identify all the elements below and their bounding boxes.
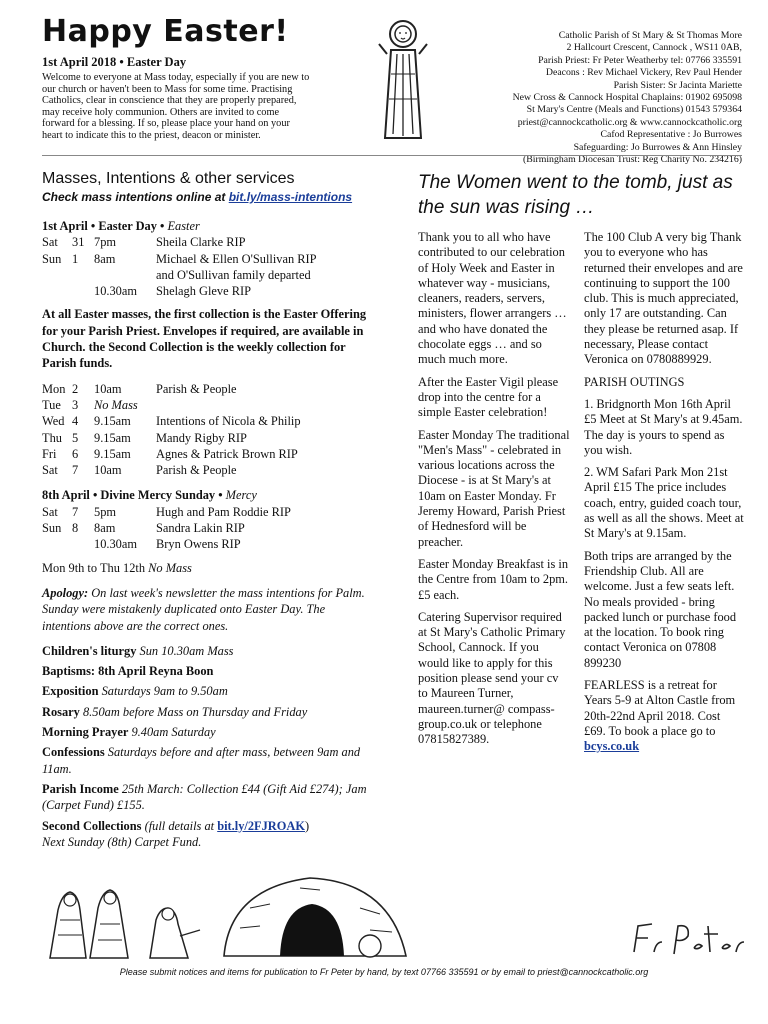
mass-row: [42, 462, 374, 478]
mass-row: [42, 267, 374, 283]
mass-cell-t: 9.15am: [94, 446, 131, 461]
weekday-mass-list: [42, 381, 374, 479]
mass-cell-n: 6: [72, 446, 79, 461]
mass-cell-d: [42, 536, 72, 552]
mass-cell-t: No Mass: [94, 397, 138, 412]
service-info-label: Children's liturgy: [42, 643, 137, 658]
mass-cell-t: 10.30am: [94, 284, 138, 299]
mass-cell-i: Hugh and Pam Roddie RIP: [156, 504, 291, 519]
no-mass-note: [42, 560, 374, 576]
second-collections-close: ): [304, 818, 310, 833]
service-info-text: Saturdays before and after mass, between 9am and 11am.: [42, 745, 361, 776]
mass-cell-t: 5pm: [94, 504, 117, 519]
mass-cell-i: Bryn Owens RIP: [156, 537, 241, 552]
no-mass-italic: No Mass: [148, 560, 192, 575]
service-info-text: 25th March: Collection £44 (Gift Aid £274); Jam (Carpet Fund) £155.: [42, 781, 367, 813]
next-sunday-note: Next Sunday (8th) Carpet Fund.: [42, 834, 202, 849]
mass-intentions-prefix: Check mass intentions online at: [42, 190, 229, 204]
mass-row: [42, 413, 374, 429]
mass-cell-n: 4: [72, 414, 79, 429]
fr-peter-signature: [628, 912, 748, 962]
notices-column-middle: [418, 230, 570, 755]
empty-tomb-illustration: [220, 868, 410, 958]
service-info-label: Confessions: [42, 745, 105, 760]
service-info-list: [42, 643, 374, 814]
parish-line: Safeguarding: Jo Burrowes & Ann Hinsley: [573, 141, 742, 153]
mass-row: [42, 397, 374, 413]
submission-footer: Please submit notices and items for publication to Fr Peter by hand, by text 07766 335591 or by email to priest@cannockcatholic.org: [119, 967, 649, 977]
parish-line: priest@cannockcatholic.org & www.cannockcatholic.org: [517, 116, 742, 128]
masses-column: [42, 218, 374, 850]
mass-cell-i: Mandy Rigby RIP: [156, 430, 247, 445]
mass-cell-t: 8am: [94, 521, 116, 536]
mass-cell-d: Sun: [42, 521, 62, 536]
mass-row: [42, 504, 374, 520]
parish-line: Cafod Representative : Jo Burrowes: [600, 129, 742, 141]
easter-day-heading-italic: Easter: [167, 219, 200, 233]
mass-row: [42, 381, 374, 397]
mass-row: [42, 446, 374, 462]
welcome-text: Welcome to everyone at Mass today, especially if you are new to our church or haven't been to Mass for some time. Practising Catholics, clear in conscience that they are properly prepared, may receive holy communion. Others are invited to come forward for a blessing. If so, please place your hand on your heart to indicate this to the priest, deacon or minister.: [42, 72, 310, 141]
service-info-item: [42, 683, 374, 699]
mercy-sunday-mass-list: [42, 504, 374, 553]
fearless-notice: [584, 678, 744, 754]
mass-cell-t: 9.15am: [94, 430, 131, 445]
second-collections-text: (full details at: [141, 818, 218, 833]
mass-intentions-link[interactable]: bit.ly/mass-intentions: [228, 190, 353, 204]
bridgnorth-outing: 1. Bridgnorth Mon 16th April £5 Meet at St Mary's at 9.45am. The day is yours to spend as you wish.: [584, 396, 743, 457]
mass-cell-d: Sat: [42, 463, 58, 478]
apology-text: On last week's newsletter the mass intentions for Palm. Sunday were mistakenly duplicated onto Easter Day. The intentions above are the correct ones.: [42, 585, 365, 633]
easter-vigil-notice: After the Easter Vigil please drop into the centre for a simple Easter celebration!: [418, 374, 559, 420]
easter-day-heading: [42, 218, 374, 234]
mass-cell-n: [72, 283, 94, 299]
parish-contact-block: [442, 30, 742, 166]
mass-cell-d: Tue: [42, 397, 61, 412]
service-info-text: Saturdays 9am to 9.50am: [98, 684, 228, 699]
service-info-item: [42, 744, 374, 777]
parish-line: New Cross & Cannock Hospital Chaplains: 01902 695098: [512, 92, 742, 104]
masses-heading: Masses, Intentions & other services: [42, 170, 295, 187]
mass-cell-i: Shelagh Gleve RIP: [156, 284, 251, 299]
mass-cell-n: 7: [72, 504, 79, 519]
mass-cell-t: 7pm: [94, 235, 117, 250]
mass-cell-i: and O'Sullivan family departed: [156, 267, 311, 282]
second-collections-link[interactable]: bit.ly/2FJROAK: [217, 818, 305, 833]
parish-line: 2 Hallcourt Crescent, Cannock , WS11 0AB,: [566, 42, 742, 54]
mass-cell-d: Sat: [42, 504, 58, 519]
mercy-sunday-heading-text: 8th April • Divine Mercy Sunday •: [42, 488, 226, 503]
mass-cell-n: [72, 267, 94, 283]
mass-cell-i: [156, 397, 374, 413]
service-info-label: Exposition: [42, 684, 99, 699]
service-info-label: Rosary: [42, 704, 80, 719]
parish-line: Parish Priest: Fr Peter Weatherby tel: 07766 335591: [538, 54, 742, 66]
collection-note: At all Easter masses, the first collection is the Easter Offering for your Parish Priest. Envelopes if required, are available in Church. the Second Collection is the weekly collection for Parish funds.: [42, 307, 367, 371]
mass-cell-n: 5: [72, 430, 79, 445]
mass-row: [42, 283, 374, 299]
easter-mass-list: [42, 234, 374, 299]
service-info-item: [42, 704, 374, 720]
mass-cell-d: Sun: [42, 251, 62, 266]
mass-cell-d: [42, 267, 72, 283]
mass-row: [42, 251, 374, 267]
mass-cell-d: [42, 283, 72, 299]
mass-intentions-note: [42, 190, 352, 204]
mass-row: [42, 536, 374, 552]
mass-cell-n: 8: [72, 521, 79, 536]
mass-cell-t: 10am: [94, 381, 122, 396]
mass-cell-n: [72, 536, 94, 552]
apology-note: [42, 585, 374, 634]
page-title: Happy Easter!: [42, 14, 289, 49]
easter-day-heading-text: 1st April • Easter Day •: [42, 219, 168, 233]
parish-line: Deacons : Rev Michael Vickery, Rev Paul Hender: [545, 67, 742, 79]
mass-cell-i: Parish & People: [156, 381, 237, 396]
friendship-club-notice: Both trips are arranged by the Friendship Club. All are welcome. Just a few seats left. No meals provided - bring packed lunch or purchase food at the location. To book ring contact Veronica on 07808 899230: [584, 548, 737, 670]
mercy-sunday-heading-italic: Mercy: [225, 488, 257, 503]
notices-column-right: [584, 230, 744, 762]
mass-cell-i: Parish & People: [156, 463, 237, 478]
service-info-label: Morning Prayer: [42, 725, 129, 740]
parish-line: Parish Sister: Sr Jacinta Mariette: [613, 79, 742, 91]
thank-you-notice: Thank you to all who have contributed to our celebration of Holy Week and Easter in whatever way - musicians, cleaners, readers, servers, ministers, flower arrangers … and who have donated the chocolate eggs … and so much much more.: [418, 230, 567, 367]
fearless-text: FEARLESS is a retreat for Years 5-9 at Alton Castle from 20th-22nd April 2018. Cost £69. To book a place go to: [584, 678, 736, 738]
mass-cell-t: [94, 267, 156, 283]
service-info-label: Baptisms: 8th April Reyna Boon: [42, 664, 214, 679]
safari-park-outing: 2. WM Safari Park Mon 21st April £15 The price includes coach, entry, guided coach tour, as well as all the shows. Meet at St Mary's at 9.15am.: [584, 465, 744, 541]
mass-cell-n: 7: [72, 463, 79, 478]
mass-cell-n: 3: [72, 397, 79, 412]
service-info-item: [42, 663, 374, 679]
mass-cell-i: Sheila Clarke RIP: [156, 235, 246, 250]
mass-cell-d: Wed: [42, 414, 65, 429]
mass-cell-d: Sat: [42, 235, 58, 250]
risen-christ-illustration: [373, 14, 433, 142]
mercy-sunday-heading: [42, 487, 374, 503]
hundred-club-notice: The 100 Club A very big Thank you to everyone who has returned their envelopes and are continuing to support the 100 club. This is much appreciated, only 17 are outstanding. Can they please be returned asap. If necessary, Please contact Veronica on 0780889929.: [584, 230, 743, 367]
service-info-text: Sun 10.30am Mass: [136, 643, 234, 658]
mass-cell-n: 2: [72, 381, 79, 396]
mass-cell-t: 10am: [94, 463, 122, 478]
feature-headline: The Women went to the tomb, just as the sun was rising …: [418, 172, 733, 218]
mass-row: [42, 234, 374, 250]
mass-cell-n: 1: [72, 251, 79, 266]
mass-row: [42, 430, 374, 446]
mass-cell-t: 9.15am: [94, 414, 131, 429]
parish-line: St Mary's Centre (Meals and Functions) 01543 579364: [526, 104, 742, 116]
mass-cell-d: Fri: [42, 446, 57, 461]
breakfast-notice: Easter Monday Breakfast is in the Centre from 10am to 2pm. £5 each.: [418, 556, 569, 602]
bcys-link[interactable]: bcys.co.uk: [584, 739, 640, 754]
second-collections-label: Second Collections: [42, 818, 142, 833]
second-collections: [42, 818, 374, 834]
mass-cell-i: Agnes & Patrick Brown RIP: [156, 446, 298, 461]
service-info-label: Parish Income: [42, 781, 119, 796]
header-divider: [42, 155, 742, 156]
mass-cell-n: 31: [72, 235, 85, 250]
apology-label: Apology:: [42, 585, 89, 600]
service-info-item: [42, 781, 374, 814]
mass-cell-d: Mon: [42, 381, 66, 396]
service-info-item: [42, 724, 374, 740]
no-mass-prefix: Mon 9th to Thu 12th: [42, 560, 149, 575]
mass-cell-i: Michael & Ellen O'Sullivan RIP: [156, 251, 317, 266]
mass-cell-i: Sandra Lakin RIP: [156, 521, 245, 536]
service-info-item: [42, 643, 374, 659]
service-info-text: 8.50am before Mass on Thursday and Friday: [79, 704, 308, 719]
mass-cell-t: 8am: [94, 251, 116, 266]
issue-date: 1st April 2018 • Easter Day: [42, 55, 187, 69]
parish-line: (Birmingham Diocesan Trust: Reg Charity No. 234216): [522, 154, 742, 166]
mass-row: [42, 520, 374, 536]
parish-line: Catholic Parish of St Mary & St Thomas More: [558, 30, 742, 41]
mass-cell-t: 10.30am: [94, 537, 138, 552]
mass-cell-i: Intentions of Nicola & Philip: [156, 414, 301, 429]
women-at-tomb-illustration: [40, 880, 210, 962]
parish-outings-heading: PARISH OUTINGS: [584, 374, 685, 389]
service-info-text: 9.40am Saturday: [128, 725, 216, 740]
mass-cell-d: Thu: [42, 430, 62, 445]
mens-mass-notice: Easter Monday The traditional "Men's Mass" - celebrated in various locations across the Diocese - is at St Mary's at 10am on Easter Monday. Fr Jeremy Howard, Parish Priest of Hednesford will be preacher.: [418, 427, 570, 549]
catering-supervisor-notice: Catering Supervisor required at St Mary's Catholic Primary School, Cannock. If you would like to apply for this position please send your cv to Maureen Turner, maureen.turner@ compass-group.co.uk or telephone 07815827389.: [418, 609, 566, 747]
